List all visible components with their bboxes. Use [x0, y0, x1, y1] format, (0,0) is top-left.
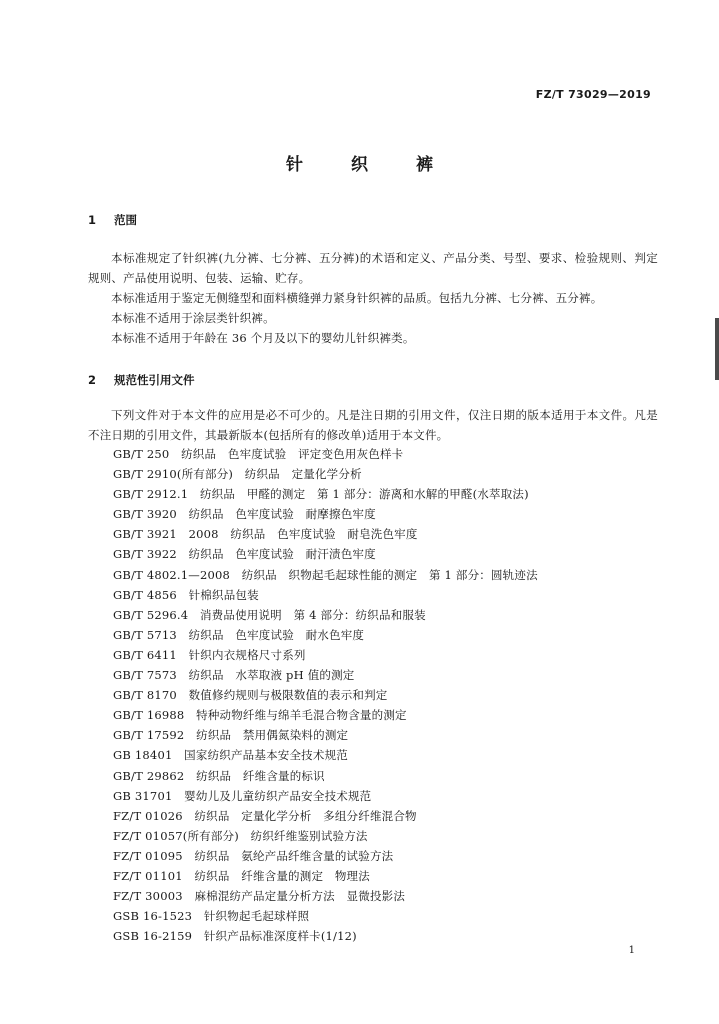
title-char: 裤 — [416, 155, 433, 175]
reference-item: GB 31701 婴幼儿及儿童纺织产品安全技术规范 — [113, 788, 372, 803]
section-1-heading — [88, 212, 137, 228]
title-char: 织 — [351, 155, 368, 175]
reference-item: GB/T 5296.4 消费品使用说明 第 4 部分：纺织品和服装 — [113, 607, 426, 622]
reference-item: GB/T 7573 纺织品 水萃取液 pH 值的测定 — [113, 668, 355, 683]
reference-item: FZ/T 01057(所有部分) 纺织纤维鉴别试验方法 — [113, 828, 368, 843]
reference-item: GB/T 3922 纺织品 色牢度试验 耐汗渍色牢度 — [113, 547, 376, 562]
section-2-heading — [88, 372, 195, 388]
reference-item: GB/T 16988 特种动物纤维与绵羊毛混合物含量的测定 — [113, 708, 407, 723]
reference-item: FZ/T 30003 麻棉混纺产品定量分析方法 显微投影法 — [113, 889, 406, 904]
reference-item: GB/T 6411 针织内衣规格尺寸系列 — [113, 647, 306, 662]
section-2-intro: 下列文件对于本文件的应用是必不可少的。凡是注日期的引用文件，仅注日期的版本适用于本文件。凡是不注日期的引用文件，其最新版本(包括所有的修改单)适用于本文件。 — [88, 408, 658, 442]
page-number: 1 — [628, 945, 635, 956]
section-number: 2 — [88, 373, 97, 387]
title-char: 针 — [286, 155, 303, 175]
reference-item: GSB 16-1523 针织物起毛起球样照 — [113, 909, 310, 924]
reference-item: GB/T 250 纺织品 色牢度试验 评定变色用灰色样卡 — [113, 447, 404, 461]
section-1-paragraph: 本标准适用于鉴定无侧缝型和面料横缝弹力紧身针织裤的品质。包括九分裤、七分裤、五分裤。 — [111, 291, 603, 305]
document-title — [0, 150, 719, 175]
page-edge-mark — [715, 318, 719, 380]
section-title: 范围 — [114, 213, 137, 227]
section-1-paragraph: 本标准不适用于年龄在 36 个月及以下的婴幼儿针织裤类。 — [111, 331, 415, 345]
reference-item: GB 18401 国家纺织产品基本安全技术规范 — [113, 748, 348, 763]
reference-item: GB/T 3920 纺织品 色牢度试验 耐摩擦色牢度 — [113, 507, 376, 522]
standard-code: FZ/T 73029—2019 — [535, 88, 651, 101]
reference-list — [113, 444, 538, 946]
reference-item: GB/T 3921 2008 纺织品 色牢度试验 耐皂洗色牢度 — [113, 527, 418, 542]
section-title: 规范性引用文件 — [114, 373, 195, 387]
reference-item: GB/T 29862 纺织品 纤维含量的标识 — [113, 768, 325, 783]
reference-item: FZ/T 01095 纺织品 氨纶产品纤维含量的试验方法 — [113, 848, 394, 863]
reference-item: GB/T 8170 数值修约规则与极限数值的表示和判定 — [113, 688, 388, 703]
section-1-paragraph: 本标准不适用于涂层类针织裤。 — [111, 311, 275, 325]
section-1-paragraph: 本标准规定了针织裤(九分裤、七分裤、五分裤)的术语和定义、产品分类、号型、要求、检验规则、判定规则、产品使用说明、包装、运输、贮存。 — [88, 251, 658, 285]
reference-item: GB/T 4856 针棉织品包装 — [113, 587, 259, 602]
reference-item: FZ/T 01101 纺织品 纤维含量的测定 物理法 — [113, 868, 370, 883]
reference-item: GB/T 2912.1 纺织品 甲醛的测定 第 1 部分：游离和水解的甲醛(水萃取法) — [113, 487, 529, 502]
reference-item: GB/T 17592 纺织品 禁用偶氮染料的测定 — [113, 728, 349, 743]
section-number: 1 — [88, 213, 97, 227]
reference-item: GB/T 5713 纺织品 色牢度试验 耐水色牢度 — [113, 627, 365, 642]
reference-item: GSB 16-2159 针织产品标准深度样卡(1/12) — [113, 929, 357, 944]
reference-item: GB/T 4802.1—2008 纺织品 织物起毛起球性能的测定 第 1 部分：圆轨迹法 — [113, 567, 538, 582]
reference-item: FZ/T 01026 纺织品 定量化学分析 多组分纤维混合物 — [113, 808, 417, 823]
reference-item: GB/T 2910(所有部分) 纺织品 定量化学分析 — [113, 467, 362, 482]
